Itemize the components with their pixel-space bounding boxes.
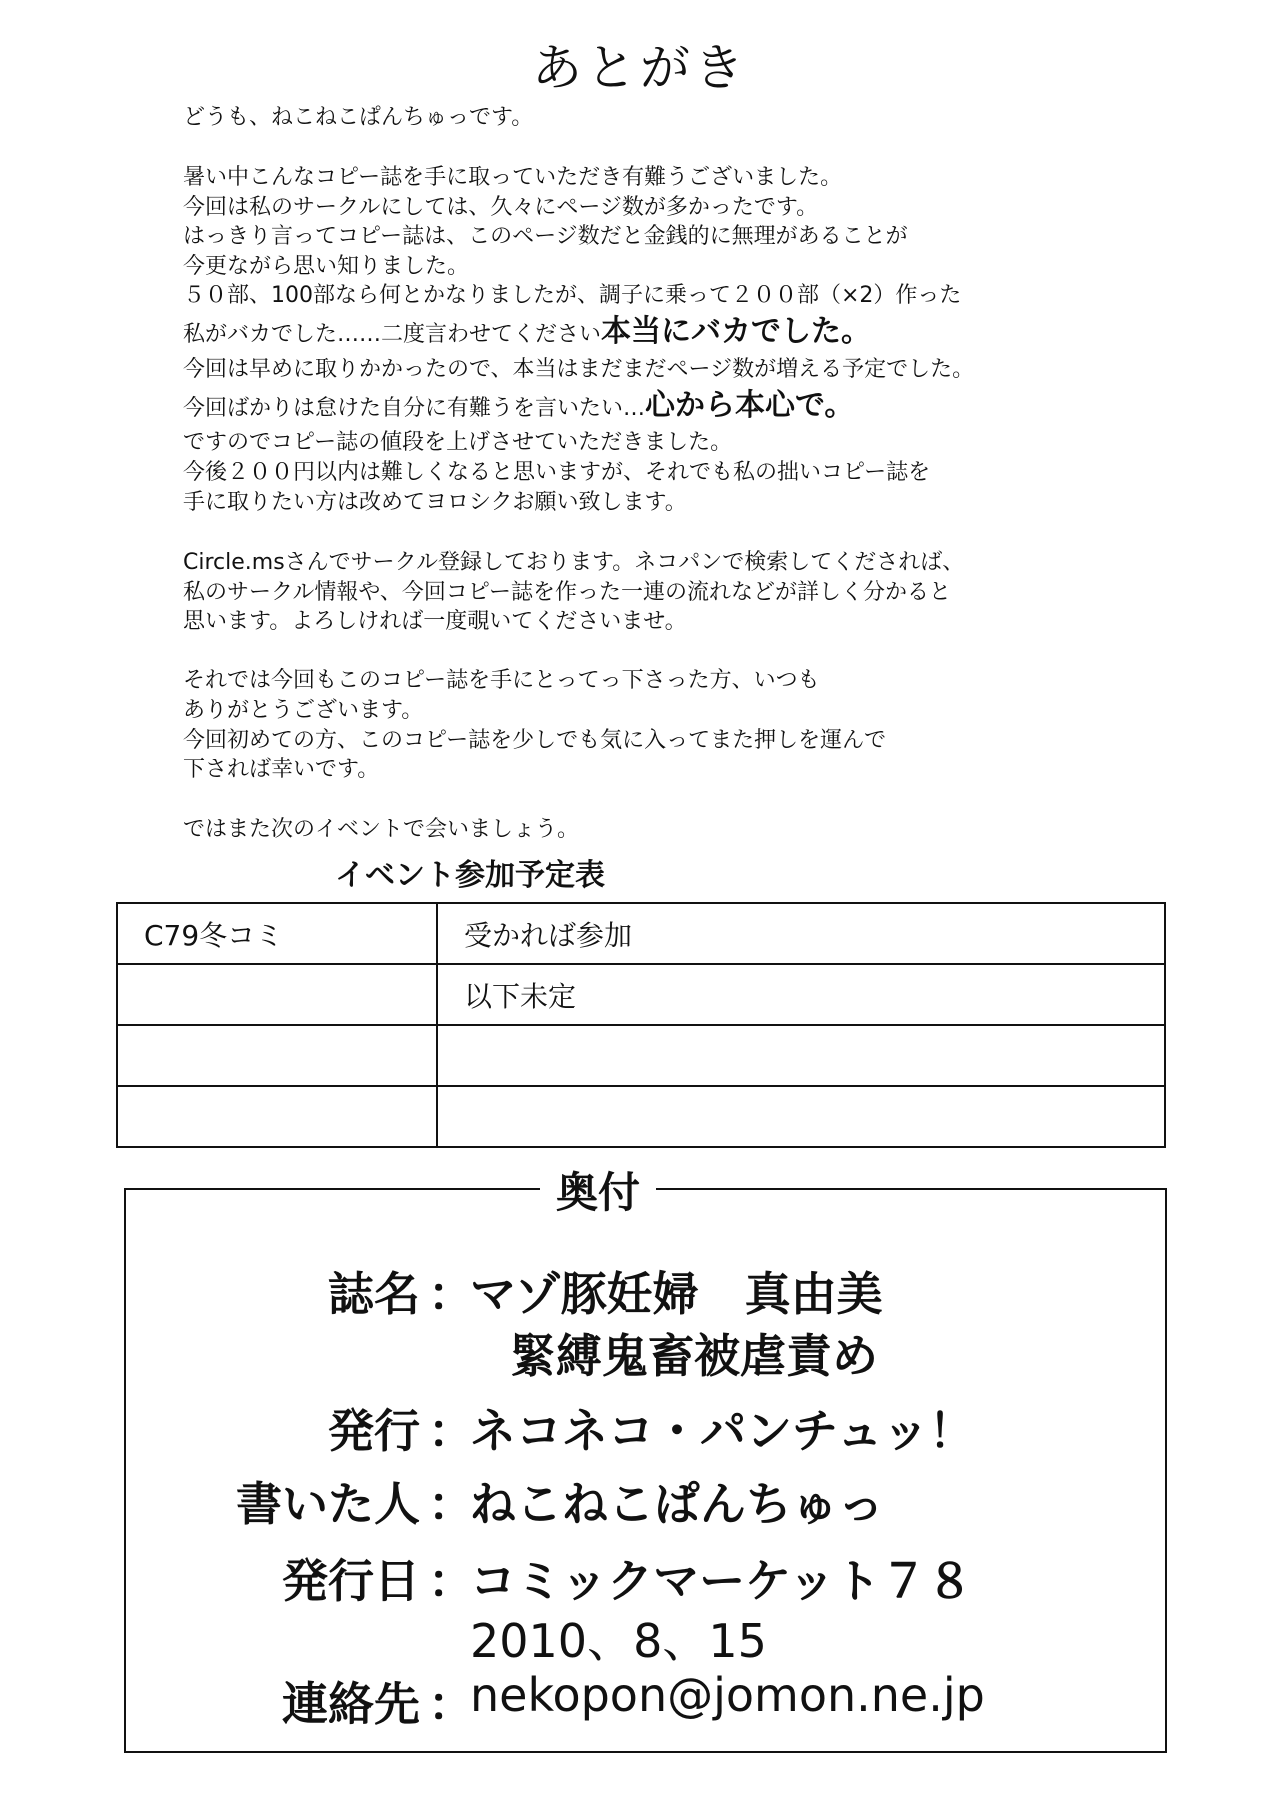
colon: ：	[428, 1267, 474, 1321]
body-line: 下されば幸いです。	[183, 757, 380, 782]
schedule-table	[116, 902, 1166, 1148]
body-line: それでは今回もこのコピー誌を手にとってっ下さった方、いつも	[183, 668, 820, 693]
date-value: 2010、8、15	[470, 1614, 767, 1668]
body-line: 今回初めての方、このコピー誌を少しでも気に入ってまた押しを運んで	[183, 728, 887, 753]
body-text: 今回ばかりは怠けた自分に有難うを言いたい…	[183, 396, 646, 421]
body-line: 私のサークル情報や、今回コピー誌を作った一連の流れなどが詳しく分かると	[183, 580, 952, 605]
body-line: 暑い中こんなコピー誌を手に取っていただき有難うございました。	[183, 165, 843, 190]
body-line: 今後２００円以内は難しくなると思いますが、それでも私の拙いコピー誌を	[183, 460, 931, 485]
emphasis-text: 本当にバカでした。	[601, 314, 872, 349]
body-line: 手に取りたい方は改めてヨロシクお願い致します。	[183, 490, 687, 515]
publisher-value: ネコネコ・パンチュッ！	[470, 1404, 975, 1458]
body-line: ですのでコピー誌の値段を上げさせていただきました。	[183, 430, 733, 455]
status-cell: 受かれば参加	[437, 903, 1165, 964]
magazine-title-2: 緊縛鬼畜被虐責め	[510, 1329, 878, 1383]
magazine-label: 誌名	[328, 1267, 420, 1321]
body-line: はっきり言ってコピー誌は、このページ数だと金銭的に無理があることが	[183, 224, 908, 249]
author-label: 書いた人	[236, 1477, 420, 1531]
colon: ：	[428, 1477, 474, 1531]
magazine-title-1: マゾ豚妊婦 真由美	[470, 1267, 883, 1321]
contact-label: 連絡先	[282, 1677, 420, 1731]
body-line-thanks	[183, 388, 855, 424]
event-cell	[117, 1086, 437, 1147]
event-cell	[117, 1025, 437, 1086]
table-row	[117, 903, 1165, 964]
status-cell	[437, 1025, 1165, 1086]
body-text: 私がバカでした……二度言わせてください	[183, 322, 602, 347]
body-line-baka	[183, 314, 872, 350]
page-title: あとがき	[532, 39, 748, 97]
status-cell: 以下未定	[437, 964, 1165, 1025]
body-line: 今更ながら思い知りました。	[183, 254, 470, 279]
body-line: ではまた次のイベントで会いましょう。	[183, 817, 580, 842]
date-event: コミックマーケット７８	[470, 1554, 973, 1608]
body-line: 思います。よろしければ一度覗いてくださいませ。	[183, 609, 687, 634]
table-row	[117, 1025, 1165, 1086]
colon: ：	[428, 1677, 474, 1731]
colophon-title: 奥付	[540, 1160, 656, 1220]
table-row	[117, 964, 1165, 1025]
colon: ：	[428, 1404, 474, 1458]
body-line: ５０部、100部なら何とかなりましたが、調子に乗って２００部（×2）作った	[183, 283, 962, 308]
publisher-label: 発行	[328, 1404, 420, 1458]
status-cell	[437, 1086, 1165, 1147]
author-value: ねこねこぱんちゅっ	[470, 1477, 884, 1531]
schedule-title: イベント参加予定表	[335, 858, 605, 893]
body-line: 今回は早めに取りかかったので、本当はまだまだページ数が増える予定でした。	[183, 357, 975, 382]
body-line: 今回は私のサークルにしては、久々にページ数が多かったです。	[183, 195, 819, 220]
body-line: ありがとうございます。	[183, 698, 424, 723]
contact-value: nekopon@jomon.ne.jp	[470, 1668, 985, 1722]
event-cell: C79冬コミ	[117, 903, 437, 964]
body-line: Circle.msさんでサークル登録しております。ネコパンで検索してくだされば、	[183, 550, 965, 575]
date-label: 発行日	[282, 1554, 420, 1608]
event-cell	[117, 964, 437, 1025]
colon: ：	[428, 1554, 474, 1608]
emphasis-text: 心から本心で。	[645, 388, 855, 423]
body-line: どうも、ねこねこぱんちゅっです。	[183, 105, 534, 130]
table-row	[117, 1086, 1165, 1147]
